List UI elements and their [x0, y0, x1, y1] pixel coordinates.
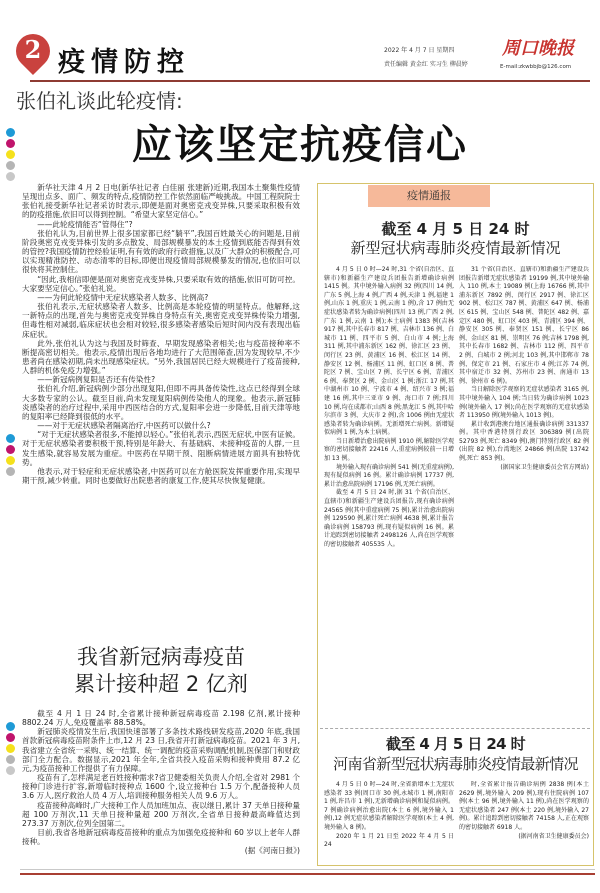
color-registration-marks	[6, 434, 16, 478]
main-article-body	[22, 183, 300, 633]
paragraph: 张伯礼介绍,新冠病例少部分出现复阳,但即不再具备传染性,这点已经得到全球大多数专家的公认。截至目前,尚未发现复阳病例传染他人的现象。他表示,新冠肺炎感染者的治疗过程中,采用中西医结合的方式,复阳率会进一步降低,目前天津等地的复阳率已经降到很低的水平。	[22, 384, 300, 421]
paragraph: 当日解除医学观察的无症状感染者 3165 例,其中境外输入 104 例;当日转为确诊病例 1023 例(境外输入 17 例);尚在医学观察的无症状感染者 113950 例(境外输入 1013 例)。	[459, 386, 589, 420]
source-credit: (据《河南日报》)	[244, 846, 300, 856]
paragraph: 疫苗有了,怎样满足老百姓接种需求?省卫健委相关负责人介绍,全省对 2981 个接种门诊进行扩容,新增临时接种点 1600 个,设立接种台 1.5 万个,配备接种人员 3.6 万人,医疗救治人员 4 万人,培训接种服务相关人员 9.6 万人。	[22, 773, 300, 801]
headline-line: 截至 4 月 5 日 24 时	[385, 735, 526, 753]
paragraph: 4 月 5 日 0 时—24 时,全省新增本土无症状感染者 33 例(周口市 30 例,永城市 1 例,南阳市 1 例,许昌市 1 例),无新增确诊病例和疑似病例。7 例确诊病例治愈出院(本土 6 例,境外输入 1 例),12 例无症状感染者解除医学观察(本土 4 例,境外输入 8 例)。	[324, 781, 454, 831]
subheading: ——为何此轮疫情中无症状感染者人数多、比例高?	[37, 292, 209, 302]
vaccine-headline	[20, 644, 302, 698]
paragraph: 当日新增治愈出院病例 1910 例,解除医学观察的密切接触者 22416 人,重症病例较前一日增加 13 例。	[324, 437, 454, 463]
subheading: ——此轮疫情能否“管得住”?	[37, 219, 133, 229]
paragraph: “因此,我相信即便是面对奥密克戎变异株,只要采取有效的措施,依旧可防可控。大家要坚定信心。”张伯礼说。	[22, 274, 300, 293]
headline-line: 新型冠状病毒肺炎疫情最新情况	[350, 239, 561, 257]
paragraph: 时,全省累计报告确诊病例 2838 例(本土 2629 例,境外输入 209 例),现有住院病例 107 例(本土 96 例,境外输入 11 例),尚在医学观察的无症状感染者 247 例(本土 220 例,境外输入 27 例)。累计追踪到密切接触者 74158 人,正在观察的密切接触者 6918 人。	[459, 781, 589, 831]
editors-line: 责任编辑 黄金红 实习生 柳晨婷	[384, 61, 468, 68]
source-credit: (据河南省卫生健康委员会)	[518, 832, 589, 840]
footer-rule-thick	[20, 873, 595, 875]
paragraph: 新华社天津 4 月 2 日电(新华社记者 白佳丽 张建新)近期,我国本土聚集性疫情呈现出点多、面广、频发的特点,疫情防控工作依然面临严峻挑战。中国工程院院士张伯礼接受新华社记者采访时表示,即便是面对奥密克戎变异株,只要采取积极有效的防疫措施,依旧可以得到控制。“希望大家坚定信心。”	[22, 183, 300, 220]
article-subtitle: 张伯礼谈此轮疫情:	[16, 89, 183, 113]
source-credit: (据国家卫生健康委员会官方网站)	[500, 463, 589, 471]
paragraph: 截至 4 月 1 日 24 时,全省累计接种新冠病毒疫苗 2.198 亿剂,累计接种 8802.24 万人,免疫覆盖率 88.58%。	[22, 709, 300, 728]
paragraph: 新冠肺炎疫情发生后,我国快速部署了多条技术路线研发疫苗,2020 年底,我国首款新冠病毒疫苗附条件上市,12 月 23 日,我省开打新冠病毒疫苗。2021 年 3 月,我省建立全省统一采购、统一结算、统一调配的疫苗采购调配机制,医保部门和财政部门全力配合。数据显示,2021 年全年,全省共投入疫苗采购和接种费用 87.2 亿元,为疫苗接种工作提供了有力保障。	[22, 727, 300, 773]
paragraph: “对于无症状感染者很多,不能掉以轻心。”张伯礼表示,西医无症状,中医有证候。对于无症状感染者要积极干预,特别是年龄大、有基础病、未接种疫苗的人群,一旦发生感染,就容易发展为重症。中医药在早期干预、阻断病情进展方面具有独特优势。	[22, 430, 300, 467]
national-column-1	[324, 266, 454, 720]
section-title: 疫情防控	[58, 47, 190, 78]
footer-rule-thin	[20, 869, 595, 870]
henan-column-1	[324, 781, 454, 863]
paragraph: 2020 年 1 月 21 日至 2022 年 4 月 5 日 24	[324, 832, 454, 849]
henan-headline	[317, 734, 594, 774]
headline-line: 截至 4 月 5 日 24 时	[381, 220, 530, 238]
color-registration-marks	[6, 722, 16, 777]
paragraph: 张伯礼认为,目前世界上很多国家都已经“躺平”,我国百姓最关心的问题是,目前阶段奥密克戎变异株引发的多点散发、局部规模暴发的本土疫情到底能否得到有效的管控?我国疫情防控经验证明,有有效的政府行政措施,以及广大群众的积极配合,可以实现精准防控、动态清零的目标,即便出现疫情局部规模暴发的情况,也依旧可以很快将其控制住。	[22, 228, 300, 275]
headline-line: 累计接种超 2 亿剂	[74, 672, 248, 696]
issue-date: 2022 年 4 月 7 日 星期四	[384, 47, 455, 54]
paragraph: 疫苗接种高峰时,广大接种工作人员加班加点、夜以继日,累计 37 天单日接种量超 100 万剂次,11 天单日接种量超 200 万剂次,全省单日接种最高峰值达到 273.37 万剂次,位列全国第二。	[22, 800, 300, 828]
article-headline: 应该坚定抗疫信心	[132, 121, 468, 168]
henan-column-2	[459, 781, 589, 863]
subheading: ——新冠病例复阳是否还有传染性?	[37, 375, 156, 385]
dashed-separator	[320, 728, 590, 729]
paragraph: 张伯礼表示,无症状感染者人数多、比例高是本轮疫情的明显特点。他解释,这一新特点的出现,首先与奥密克戎变异株自身特点有关,奥密克戎变异株传染力增强,但毒性相对减弱,临床症状也会相对较轻,很多感染者感染后短时间内没有表现出临床症状。	[22, 302, 300, 339]
subheading: ——对于无症状感染者隔离治疗,中医药可以做什么?	[37, 421, 211, 431]
paragraph: 累计收到港澳台地区通报确诊病例 331337 例。其中香港特别行政区 306389 例(出院 52793 例,死亡 8349 例),澳门特别行政区 82 例(出院 82 例),台湾地区 24866 例(出院 13742 例,死亡 853 例)。	[459, 420, 589, 463]
paragraph: 此外,张伯礼认为这与我国及时筛查、早期发现感染者相关;也与疫苗接种率不断提高密切相关。他表示,疫情出现后各地均进行了大范围筛查,因为发现较早,不少患者尚在感染初期,尚未出现感染症状。“另外,我国居民已经大规模进行了疫苗接种,人群的机体免疫力增强。”	[22, 338, 300, 376]
paragraph: 境外输入现有确诊病例 541 例(无重症病例),现有疑似病例 16 例。累计确诊病例 17737 例,累计治愈出院病例 17196 例,无死亡病例。	[324, 463, 454, 488]
header-rule	[30, 80, 590, 82]
national-column-2	[459, 266, 589, 720]
vaccine-article-body	[22, 709, 300, 867]
newspaper-logo: 周口晚报	[502, 38, 574, 59]
national-headline	[317, 220, 594, 258]
headline-line: 河南省新型冠状病毒肺炎疫情最新情况	[333, 755, 578, 773]
paragraph: 截至 4 月 5 日 24 时,据 31 个省(自治区、直辖市)和新疆生产建设兵团报告,现有确诊病例 24565 例(其中重症病例 75 例),累计治愈出院病例 129590 例,累计死亡病例 4638 例,累计报告确诊病例 158793 例,现有疑似病例 16 例。累计追踪到密切接触者 2498126 人,尚在医学观察的密切接触者 405535 人。	[324, 489, 454, 548]
paragraph: 4 月 5 日 0 时—24 时,31 个省(自治区、直辖市)和新疆生产建设兵团报告新增确诊病例 1415 例。其中境外输入病例 32 例(四川 14 例,广东 5 例,上海 4 例,广西 4 例,天津 1 例,福建 1 例,山东 1 例,重庆 1 例,云南 1 例),含 17 例由无症状感染者转为确诊病例(四川 13 例,广西 2 例,广东 1 例,云南 1 例);本土病例 1383 例(吉林 917 例,其中长春市 817 例、吉林市 136 例、白城市 11 例、四平市 5 例、白山市 4 例;上海 311 例,其中浦东新区 162 例、徐汇区 23 例、闵行区 23 例、黄浦区 16 例、松江区 14 例、静安区 12 例、杨浦区 11 例、虹口区 8 例、普陀区 7 例、宝山区 7 例、长宁区 6 例、青浦区 6 例、奉贤区 2 例、金山区 1 例;浙江 17 例,其中湖州市 10 例、宁波市 4 例、绍兴市 3 例;福建 16 例,其中三亚市 9 例、海口市 7 例;四川 10 例,均在成都市;山西 8 例;黑龙江 5 例,其中哈尔滨市 3 例、大庆市 2 例),含 1006 例由无症状感染者转为确诊病例。无新增死亡病例。新增疑似病例 1 例,为本土病例。	[324, 266, 454, 437]
bulletin-tag: 疫情通报	[368, 185, 490, 207]
paragraph: 他表示,对于轻症和无症状感染者,中医药可以在方舱医院发挥重要作用,实现早期干预,减少转重。同时也要做好出院患者的康复工作,使其尽快恢复健康。	[22, 466, 300, 485]
page-number: 2	[24, 35, 42, 64]
paragraph: 31 个省(自治区、直辖市)和新疆生产建设兵团报告新增无症状感染者 19199 例,其中境外输入 110 例,本土 19089 例(上海 16766 例,其中浦东新区 7892 例、闵行区 2917 例、徐汇区 902 例、松江区 787 例、黄浦区 647 例、杨浦区 615 例、宝山区 548 例、普陀区 482 例、嘉定区 480 例、虹口区 403 例、青浦区 394 例、静安区 305 例、奉贤区 151 例、长宁区 86 例、金山区 81 例、崇明区 76 例;吉林 1798 例,其中长春市 1682 例、吉林市 112 例、四平市 2 例、白城市 2 例;河北 103 例,其中邯郸市 78 例、保定市 21 例、石家庄市 4 例;江苏 74 例,其中宿迁市 32 例、苏州市 23 例、南通市 13 例、徐州市 6 例)。	[459, 266, 589, 385]
paragraph: 目前,我省各地新冠病毒疫苗接种的重点为加强免疫接种和 60 岁以上老年人群接种。	[22, 828, 300, 847]
email-address: E-mail:zkwbbjb@126.com	[500, 64, 572, 70]
headline-line: 我省新冠病毒疫苗	[77, 645, 245, 669]
